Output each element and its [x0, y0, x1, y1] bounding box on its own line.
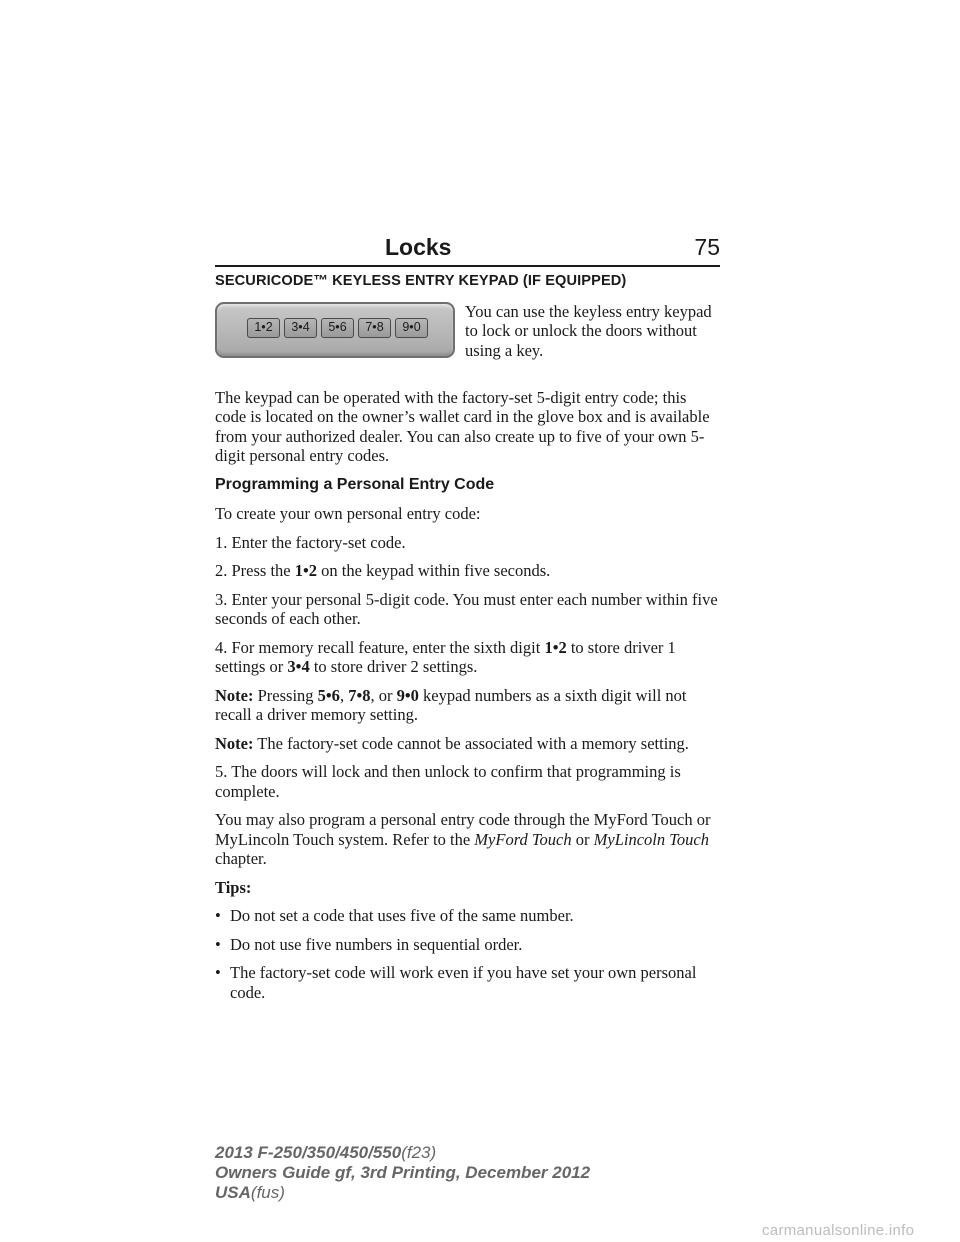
bullet-icon: •	[215, 934, 221, 954]
key-ref: 5•6	[317, 685, 340, 705]
note-label: Note:	[215, 733, 254, 753]
note-2: Note: The factory-set code cannot be associated with a memory setting.	[215, 733, 689, 753]
keypad-illustration	[215, 302, 455, 358]
footer-line-3: USA(fus)	[215, 1183, 285, 1202]
step-2: 2. Press the 1•2 on the keypad within five seconds.	[215, 561, 551, 580]
step-5: 5. The doors will lock and then unlock to confirm that programming is complete.	[215, 762, 681, 801]
bullet-icon: •	[215, 906, 221, 925]
myford-paragraph: You may also program a personal entry code through the MyFord Touch or MyLincoln Touch system. Refer to the MyFord Touch or MyLincoln Touch chapter.	[215, 810, 711, 868]
tips-list	[215, 906, 720, 1002]
footer-line-2: Owners Guide gf, 3rd Printing, December 2012	[215, 1163, 591, 1182]
page-header	[215, 234, 720, 264]
key-ref: 3•4	[287, 657, 310, 676]
keypad-key-9-0: 9•0	[395, 318, 428, 338]
step-1: 1. Enter the factory-set code.	[215, 532, 406, 552]
intro-block	[215, 302, 720, 388]
chapter-title: Locks	[385, 234, 452, 260]
list-item: • Do not use five numbers in sequential order.	[215, 934, 523, 954]
list-item: • Do not set a code that uses five of the same number.	[215, 906, 574, 925]
section-title: SECURICODE™ KEYLESS ENTRY KEYPAD (IF EQUIPPED)	[215, 273, 627, 289]
list-item: • The factory-set code will work even if you have set your own personal code.	[215, 963, 697, 1002]
note-1: Note: Pressing 5•6, 7•8, or 9•0 keypad numbers as a sixth digit will not recall a driver memory setting.	[215, 685, 687, 724]
key-ref: 7•8	[348, 685, 371, 705]
keypad-key-3-4: 3•4	[284, 318, 317, 338]
paragraph-factory-code: The keypad can be operated with the factory-set 5-digit entry code; this code is located on the owner’s wallet card in the glove box and is available from your authorized dealer. You can also create up to five of your own 5-digit personal entry codes.	[215, 387, 710, 465]
tips-label: Tips:	[215, 877, 252, 897]
key-ref: 9•0	[396, 685, 419, 705]
watermark: carmanualsonline.info	[762, 1222, 915, 1239]
lead-text: To create your own personal entry code:	[215, 504, 481, 523]
keypad-key-5-6: 5•6	[321, 318, 354, 338]
step-4: 4. For memory recall feature, enter the sixth digit 1•2 to store driver 1 settings or 3•4 to store driver 2 settings.	[215, 637, 676, 676]
step-3: 3. Enter your personal 5-digit code. You must enter each number within five seconds of each other.	[215, 589, 718, 628]
keypad-key-7-8: 7•8	[358, 318, 391, 338]
page-footer	[215, 1143, 590, 1203]
note-label: Note:	[215, 685, 254, 705]
page-content	[215, 272, 720, 1011]
keypad-key-1-2: 1•2	[247, 318, 280, 338]
page-number: 75	[694, 234, 720, 260]
bullet-icon: •	[215, 963, 221, 982]
footer-line-1: 2013 F-250/350/450/550(f23)	[215, 1143, 437, 1162]
intro-text: You can use the keyless entry keypad to lock or unlock the doors without using a key.	[465, 301, 712, 360]
key-ref: 1•2	[544, 637, 567, 657]
chapter-ref: MyFord Touch	[474, 829, 572, 849]
header-rule	[215, 265, 720, 267]
subheading: Programming a Personal Entry Code	[215, 475, 495, 493]
key-ref: 1•2	[294, 561, 318, 580]
chapter-ref: MyLincoln Touch	[593, 829, 709, 849]
